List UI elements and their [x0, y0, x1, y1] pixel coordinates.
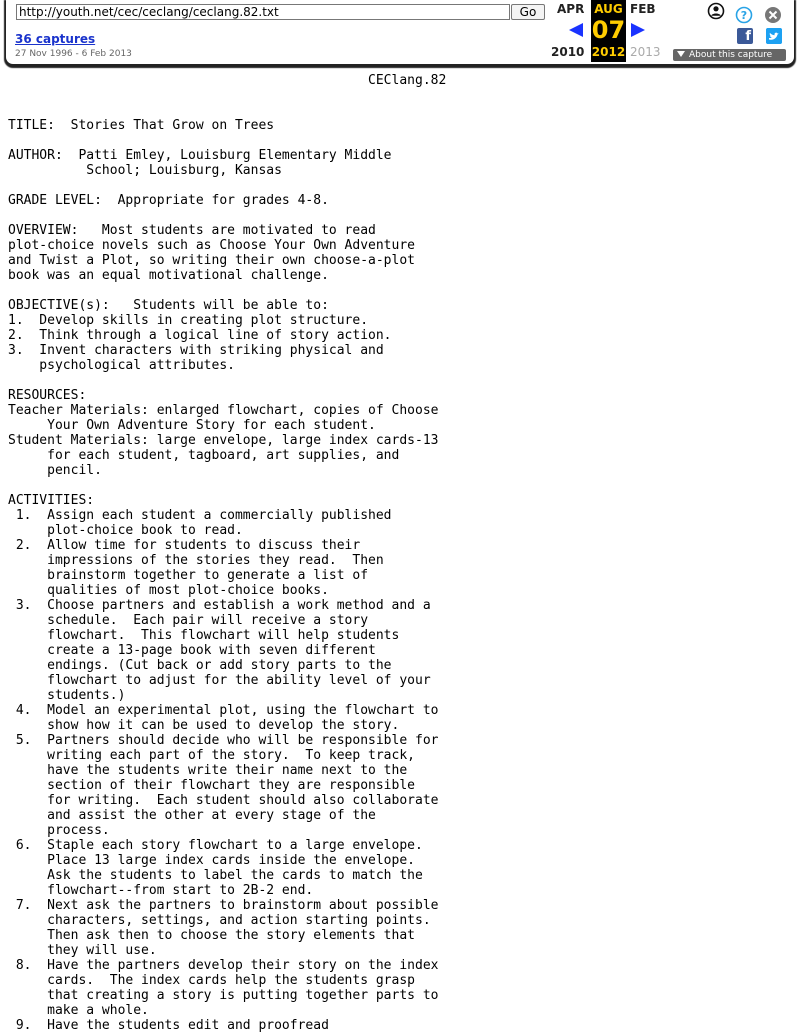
caret-down-icon — [677, 51, 685, 57]
user-icon[interactable] — [707, 2, 725, 20]
current-capture-date — [591, 0, 626, 62]
next-capture-arrow-icon[interactable] — [631, 23, 645, 37]
month-next-link[interactable]: FEB — [630, 2, 656, 16]
current-month: AUG — [594, 2, 623, 16]
year-next-link[interactable]: 2013 — [630, 45, 661, 59]
twitter-icon[interactable] — [766, 28, 782, 44]
go-button[interactable]: Go — [511, 4, 545, 20]
captures-link[interactable]: 36 captures — [15, 32, 96, 46]
about-capture-button[interactable] — [673, 49, 786, 61]
document-text: CEClang.82 TITLE: Stories That Grow on Trees AUTHOR: Patti Emley, Louisburg Elementary Middle School; Louisburg, Kansas GRADE LEVEL: Appropriate for grades 4-8. OVERVIEW: Most students are motivated to read plot-choice novels such as Choose Your Own Adventure and Twist a Plot, so writing their own choose-a-plot book was an equal motivational challenge. OBJECTIVE(s): Students will be able to: 1. Develop skills in creating plot structure. 2. Think through a logical line of story action. 3. Invent characters with striking physical and psychological attributes. RESOURCES: Teacher Materials: enlarged flowchart, copies of Choose Your Own Adventure Story for each student. Student Materials: large envelope, large index cards-13 for each student, tagboard, art supplies, and pencil. ACTIVITIES: 1. Assign each student a commercially published plot-choice book to read. 2. Allow time for students to discuss their impressions of the stories they read. Then brainstorm together to generate a list of qualities of most plot-choice books. 3. Choose partners and establish a work method and a schedule. Each pair will receive a story flowchart. This flowchart will help students create a 13-page book with seven different endings. (Cut back or add story parts to the flowchart to adjust for the ability level of your students.) 4. Model an experimental plot, using the flowchart to show how it can be used to develop the story. 5. Partners should decide who will be responsible for writing each part of the story. To keep track, have the students write their name next to the section of their flowchart they are responsible for writing. Each student should also collaborate and assist the other at every stage of the process. 6. Staple each story flowchart to a large envelope. Place 13 large index cards inside the envelope. Ask the students to label the cards to match the flowchart--from start to 2B-2 end. 7. Next ask the partners to brainstorm about possible characters, settings, and action starting points. Then ask then to choose the story elements that they will use. 8. Have the partners develop their story on the index cards. The index cards help the students grasp that creating a story is putting together parts to make a whole. 9. Have the students edit and proofread — [8, 73, 447, 1033]
current-day: 07 — [591, 16, 626, 44]
month-prev-link[interactable]: APR — [557, 2, 585, 16]
url-input[interactable] — [16, 4, 510, 20]
help-icon[interactable] — [735, 6, 753, 24]
about-capture-label: About this capture — [689, 50, 773, 60]
year-prev-link[interactable]: 2010 — [551, 45, 585, 59]
current-year: 2012 — [591, 45, 626, 59]
captures-date-range: 27 Nov 1996 - 6 Feb 2013 — [15, 49, 132, 59]
wayback-toolbar — [6, 0, 794, 64]
svg-text:?: ? — [740, 9, 748, 22]
facebook-icon[interactable]: f — [737, 28, 753, 44]
prev-capture-arrow-icon[interactable] — [569, 23, 583, 37]
close-icon[interactable] — [764, 6, 782, 24]
